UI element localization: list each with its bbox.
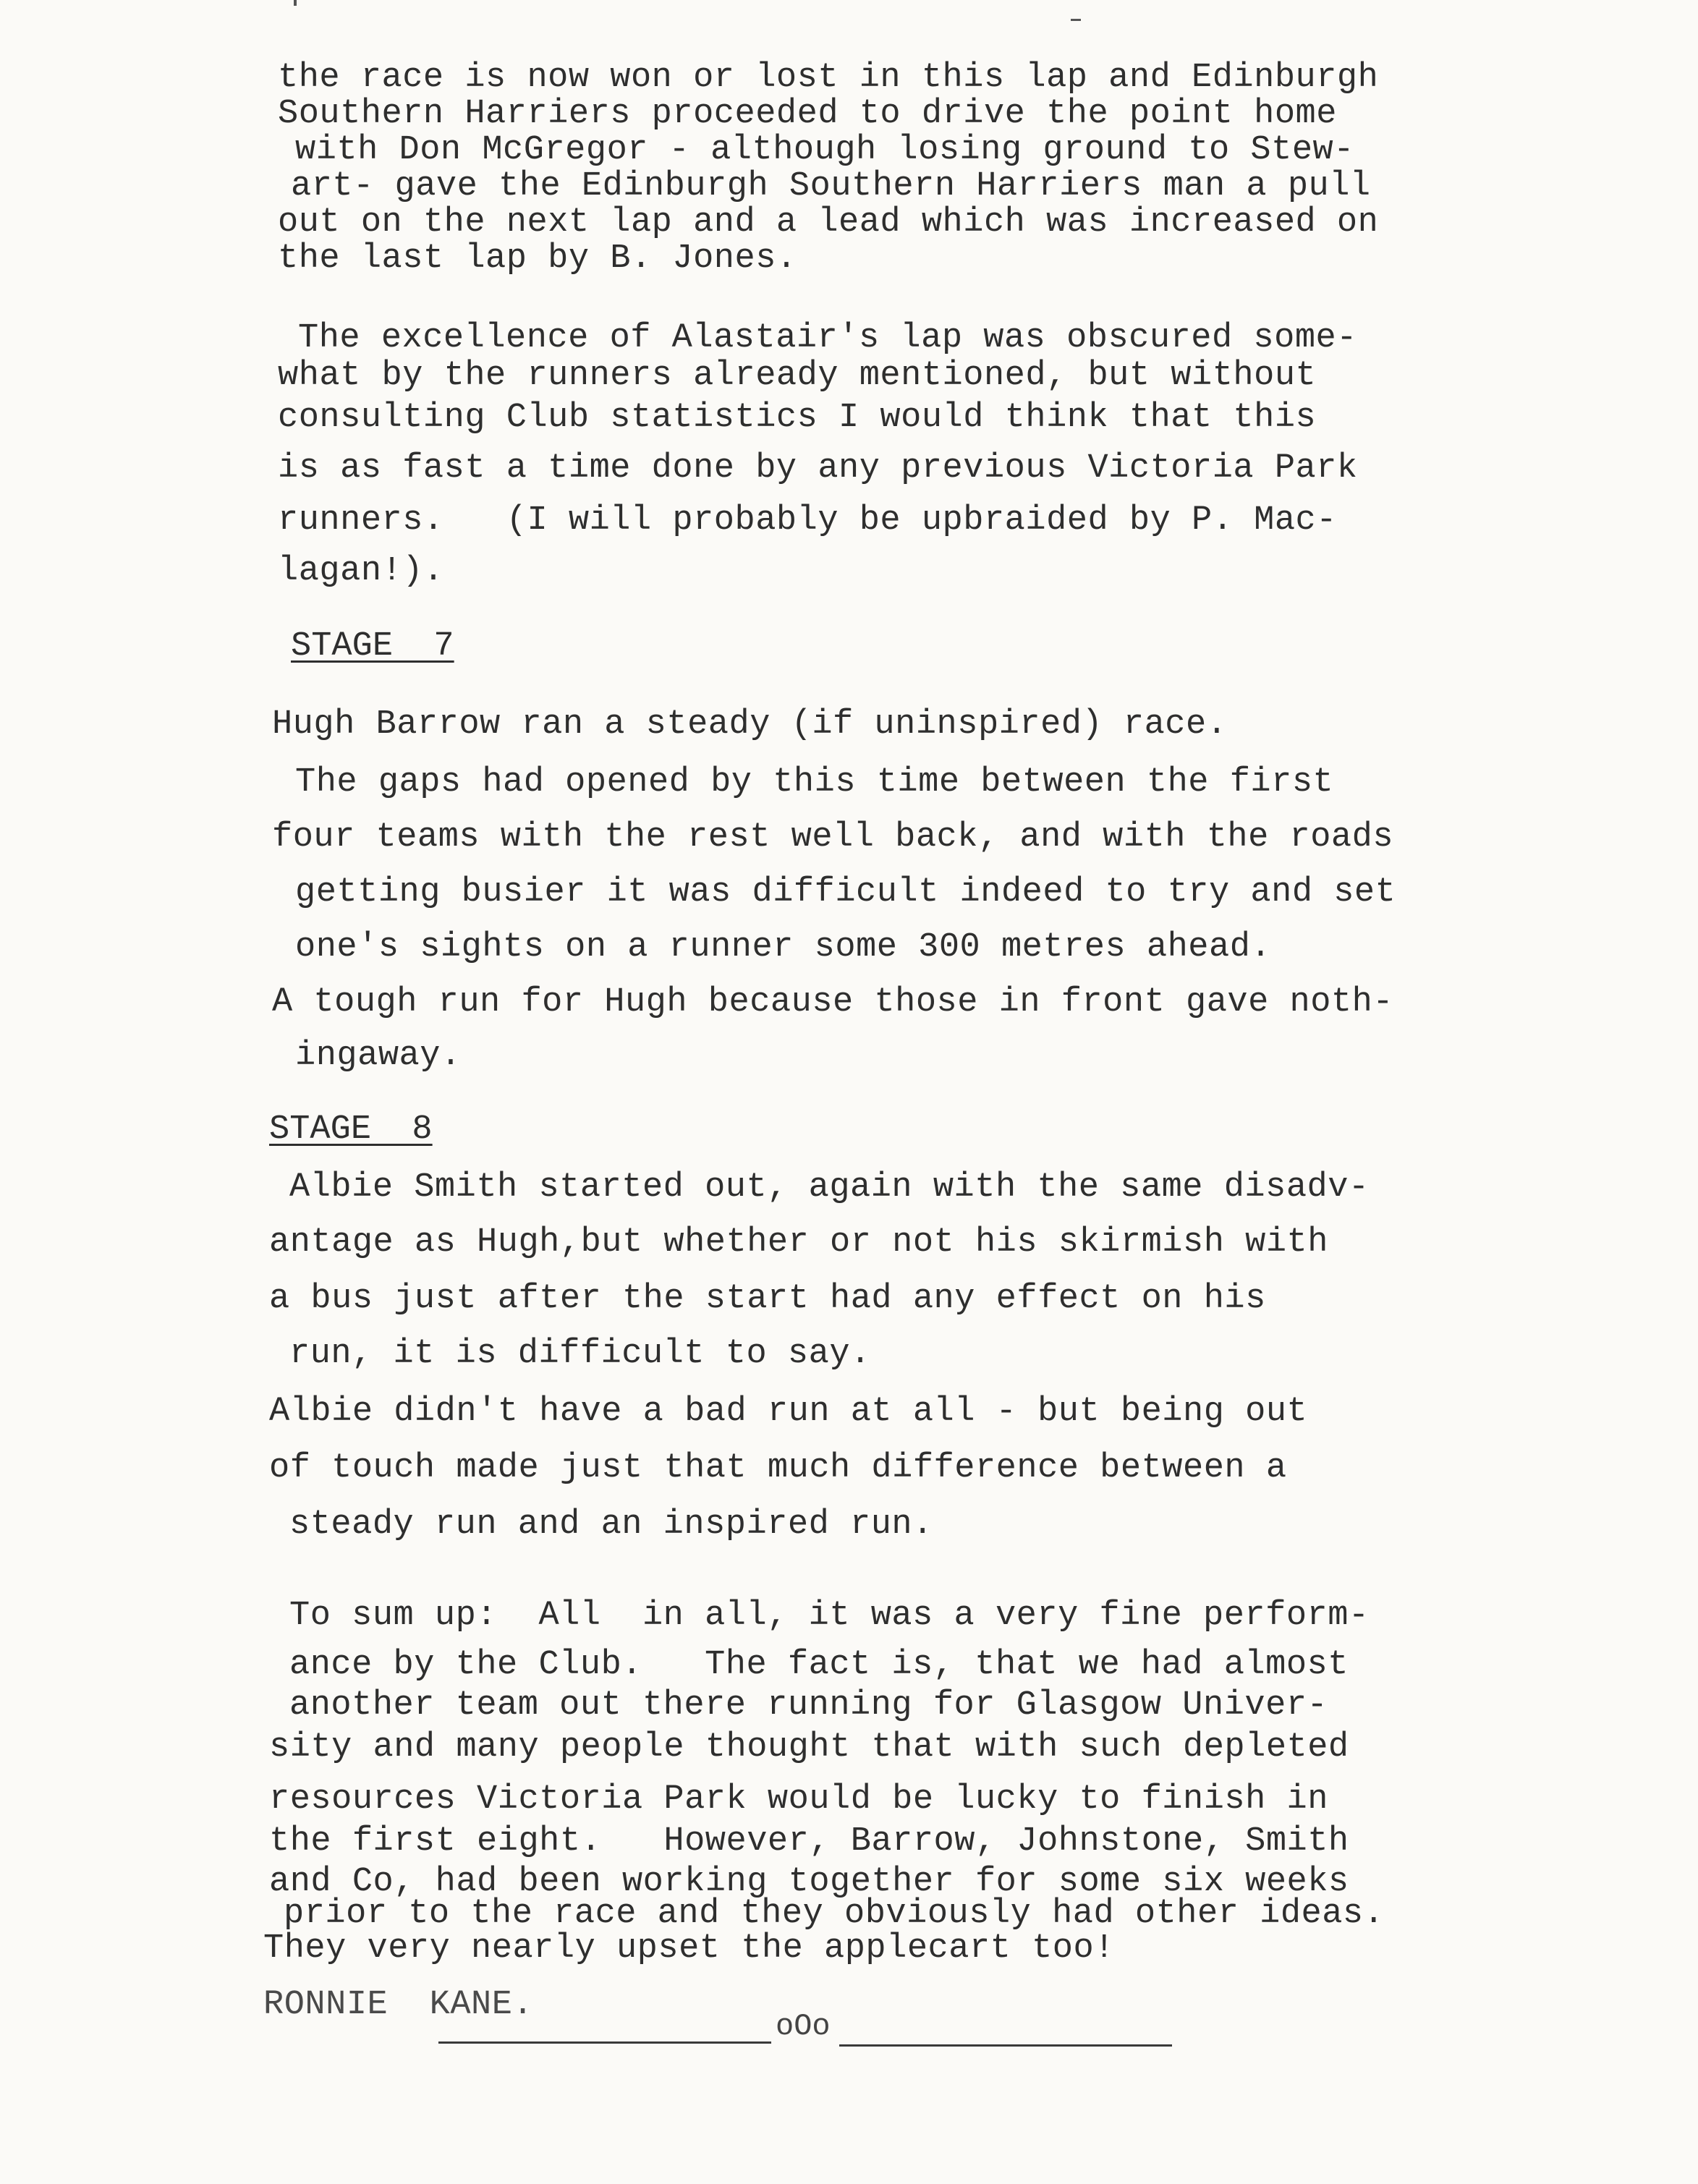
text-line: and Co, had been working together for some six weeks [269,1863,1349,1901]
text-line: antage as Hugh,but whether or not his skirmish with [269,1223,1328,1262]
text-line: the race is now won or lost in this lap and Edinburgh [278,59,1379,97]
text-line: sity and many people thought that with such depleted [269,1728,1349,1767]
separator-mark: oOo [776,2009,831,2044]
text-line: ingaway. [295,1037,462,1075]
text-line: prior to the race and they obviously had other ideas. [284,1895,1385,1933]
author-signature: RONNIE KANE. [263,1986,534,2024]
text-line: Albie Smith started out, again with the same disadv- [289,1168,1370,1207]
text-line: To sum up: All in all, it was a very fine perform- [289,1597,1370,1635]
text-line: lagan!). [278,552,444,590]
separator-rule-right [839,2044,1172,2047]
text-line: Hugh Barrow ran a steady (if uninspired) race. [272,705,1228,744]
text-line: another team out there running for Glasgow Univer- [289,1686,1328,1725]
text-line: of touch made just that much difference between a [269,1449,1287,1487]
text-line: resources Victoria Park would be lucky to finish in [269,1780,1328,1819]
separator-rule-left [438,2041,771,2044]
text-line: one's sights on a runner some 300 metres ahead. [295,928,1272,966]
text-line: ance by the Club. The fact is, that we had almost [289,1646,1349,1684]
stage-8-heading: STAGE 8 [269,1110,433,1149]
text-line: run, it is difficult to say. [289,1335,871,1373]
text-line: the last lap by B. Jones. [278,239,797,278]
stage-7-heading: STAGE 7 [291,627,454,666]
text-line: getting busier it was difficult indeed to try and set [295,873,1396,912]
text-line: The gaps had opened by this time between the first [295,763,1334,802]
text-line: with Don McGregor - although losing ground to Stew- [295,131,1354,169]
text-line: four teams with the rest well back, and with the roads [272,818,1394,857]
text-line: a bus just after the start had any effect on his [269,1280,1266,1318]
text-line: Southern Harriers proceeded to drive the point home [278,95,1337,133]
ink-mark [1071,19,1081,21]
text-line: steady run and an inspired run. [289,1505,933,1544]
text-line: art- gave the Edinburgh Southern Harriers man a pull [291,167,1371,205]
text-line: consulting Club statistics I would think that this [278,399,1317,437]
text-line: what by the runners already mentioned, but without [278,357,1317,395]
text-line: A tough run for Hugh because those in front gave noth- [272,983,1394,1021]
ink-mark [294,0,297,6]
text-line: The excellence of Alastair's lap was obscured some- [298,319,1357,357]
text-line: runners. (I will probably be upbraided by P. Mac- [278,501,1337,540]
text-line: out on the next lap and a lead which was increased on [278,203,1379,242]
text-line: is as fast a time done by any previous Victoria Park [278,449,1358,488]
text-line: Albie didn't have a bad run at all - but being out [269,1393,1308,1431]
text-line: They very nearly upset the applecart too! [263,1929,1115,1968]
text-line: the first eight. However, Barrow, Johnstone, Smith [269,1822,1349,1861]
